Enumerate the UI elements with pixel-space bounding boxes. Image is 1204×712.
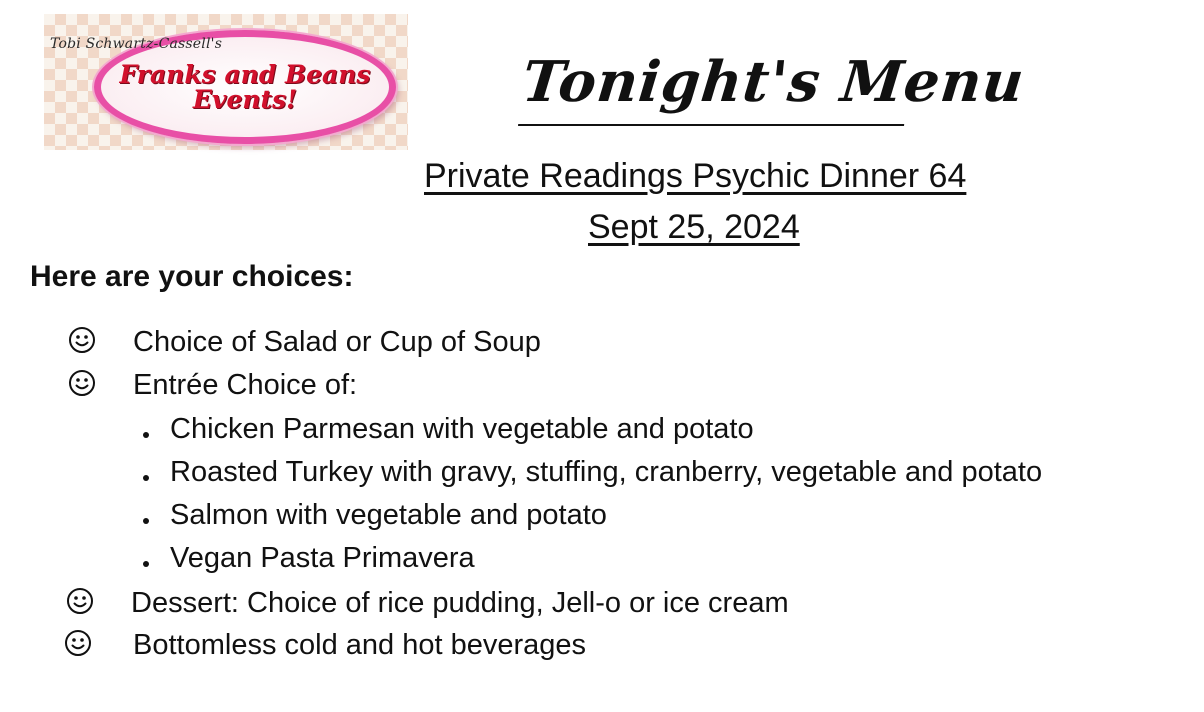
entree-item: Roasted Turkey with gravy, stuffing, cranberry, vegetable and potato [170, 456, 1043, 488]
bullet-icon [143, 475, 149, 481]
page-title: Tonight's Menu [518, 40, 913, 126]
event-name: Private Readings Psychic Dinner 64 [424, 157, 967, 195]
menu-item-entree: Entrée Choice of: [133, 369, 358, 401]
entree-item: Salmon with vegetable and potato [170, 499, 607, 531]
logo-byline: Tobi Schwartz-Cassell's [50, 36, 223, 52]
bullet-icon [143, 432, 149, 438]
smiley-icon [68, 326, 96, 354]
entree-item: Vegan Pasta Primavera [170, 542, 475, 574]
entree-item: Chicken Parmesan with vegetable and potato [170, 413, 754, 445]
menu-item-beverages: Bottomless cold and hot beverages [133, 629, 586, 661]
menu-item-dessert: Dessert: Choice of rice pudding, Jell-o or ice cream [131, 587, 789, 619]
logo-brand-line2: Events! [192, 85, 298, 114]
logo-brand [94, 62, 396, 112]
logo-brand-line1: Franks and Beans [119, 60, 371, 89]
bullet-icon [143, 561, 149, 567]
logo [44, 14, 408, 150]
smiley-icon [64, 629, 92, 657]
smiley-icon [66, 587, 94, 615]
event-date: Sept 25, 2024 [588, 208, 800, 246]
smiley-icon [68, 369, 96, 397]
menu-item-salad-soup: Choice of Salad or Cup of Soup [133, 326, 541, 358]
bullet-icon [143, 518, 149, 524]
choices-heading: Here are your choices: [30, 260, 354, 293]
